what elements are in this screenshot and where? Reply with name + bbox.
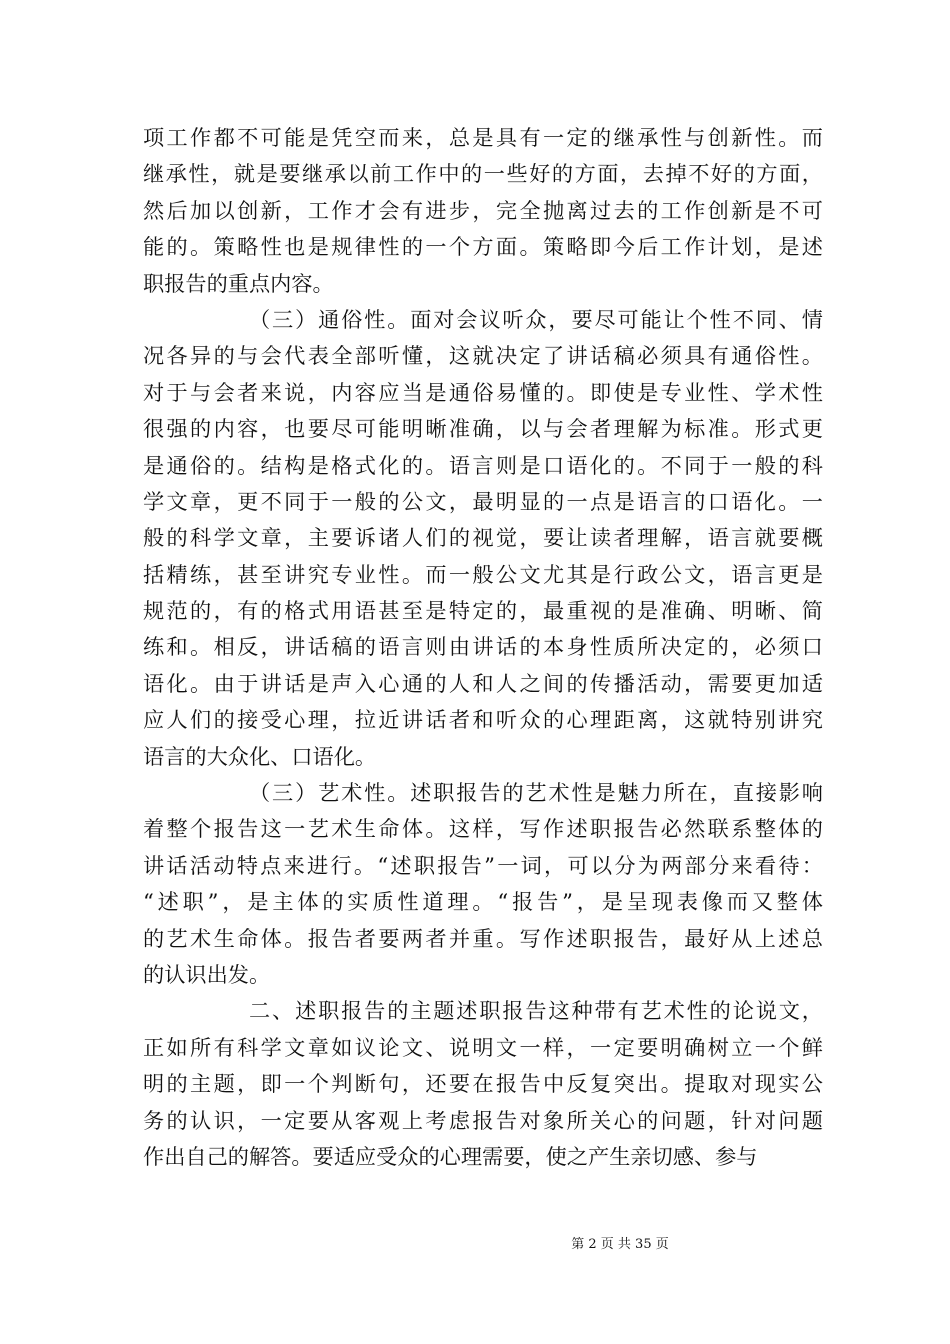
text-line: 很强的内容，也要尽可能明晰准确，以与会者理解为标准。形式更: [143, 416, 823, 442]
text-line: 括精练，甚至讲究专业性。而一般公文尤其是行政公文，语言更是: [143, 561, 823, 587]
text-line: 语化。由于讲话是声入心通的人和人之间的传播活动，需要更加适: [143, 670, 823, 696]
text-line: 作出自己的解答。要适应受众的心理需要，使之产生亲切感、参与: [143, 1143, 758, 1169]
text-line: 职报告的重点内容。: [143, 270, 334, 296]
text-line: 务的认识，一定要从客观上考虑报告对象所关心的问题，针对问题: [143, 1107, 823, 1133]
text-line: 正如所有科学文章如议论文、说明文一样，一定要明确树立一个鲜: [143, 1034, 823, 1060]
paragraph: [143, 993, 823, 1175]
text-line: 项工作都不可能是凭空而来，总是具有一定的继承性与创新性。而: [143, 125, 823, 150]
text-line: 对于与会者来说，内容应当是通俗易懂的。即使是专业性、学术性: [143, 379, 823, 405]
text-line: 能的。策略性也是规律性的一个方面。策略即今后工作计划，是述: [143, 234, 823, 260]
document-body: [143, 120, 823, 1175]
text-line: 明的主题，即一个判断句，还要在报告中反复突出。提取对现实公: [143, 1071, 823, 1097]
text-line: 继承性，就是要继承以前工作中的一些好的方面，去掉不好的方面，: [143, 161, 823, 187]
text-line: 着整个报告这一艺术生命体。这样，写作述职报告必然联系整体的: [143, 816, 823, 842]
text-line: 是通俗的。结构是格式化的。语言则是口语化的。不同于一般的科: [143, 452, 823, 478]
text-line: 然后加以创新，工作才会有进步，完全抛离过去的工作创新是不可: [143, 197, 823, 223]
text-line: 应人们的接受心理，拉近讲话者和听众的心理距离，这就特别讲究: [143, 707, 823, 733]
paragraph: [143, 120, 823, 302]
paragraph: [143, 775, 823, 993]
text-line: 练和。相反，讲话稿的语言则由讲话的本身性质所决定的，必须口: [143, 634, 823, 660]
text-line: 的认识出发。: [143, 961, 271, 987]
text-line: 的艺术生命体。报告者要两者并重。写作述职报告，最好从上述总: [143, 925, 823, 951]
text-line: 规范的，有的格式用语甚至是特定的，最重视的是准确、明晰、简: [143, 598, 823, 624]
text-line: 二、述职报告的主题述职报告这种带有艺术性的论说文，: [249, 998, 823, 1024]
text-line: 般的科学文章，主要诉诸人们的视觉，要让读者理解，语言就要概: [143, 525, 823, 551]
text-line: 讲话活动特点来进行。“述职报告”一词，可以分为两部分来看待：: [143, 852, 823, 878]
text-line: 况各异的与会代表全部听懂，这就决定了讲话稿必须具有通俗性。: [143, 343, 823, 369]
text-line: “述职”，是主体的实质性道理。“报告”，是呈现表像而又整体: [143, 889, 823, 915]
text-line: （三）艺术性。述职报告的艺术性是魅力所在，直接影响: [249, 780, 823, 806]
text-line: （三）通俗性。面对会议听众，要尽可能让个性不同、情: [249, 306, 823, 332]
text-line: 学文章，更不同于一般的公文，最明显的一点是语言的口语化。一: [143, 488, 823, 514]
paragraph: [143, 302, 823, 775]
text-line: 语言的大众化、口语化。: [143, 743, 377, 769]
page-number: 第 2 页 共 35 页: [571, 1237, 669, 1252]
